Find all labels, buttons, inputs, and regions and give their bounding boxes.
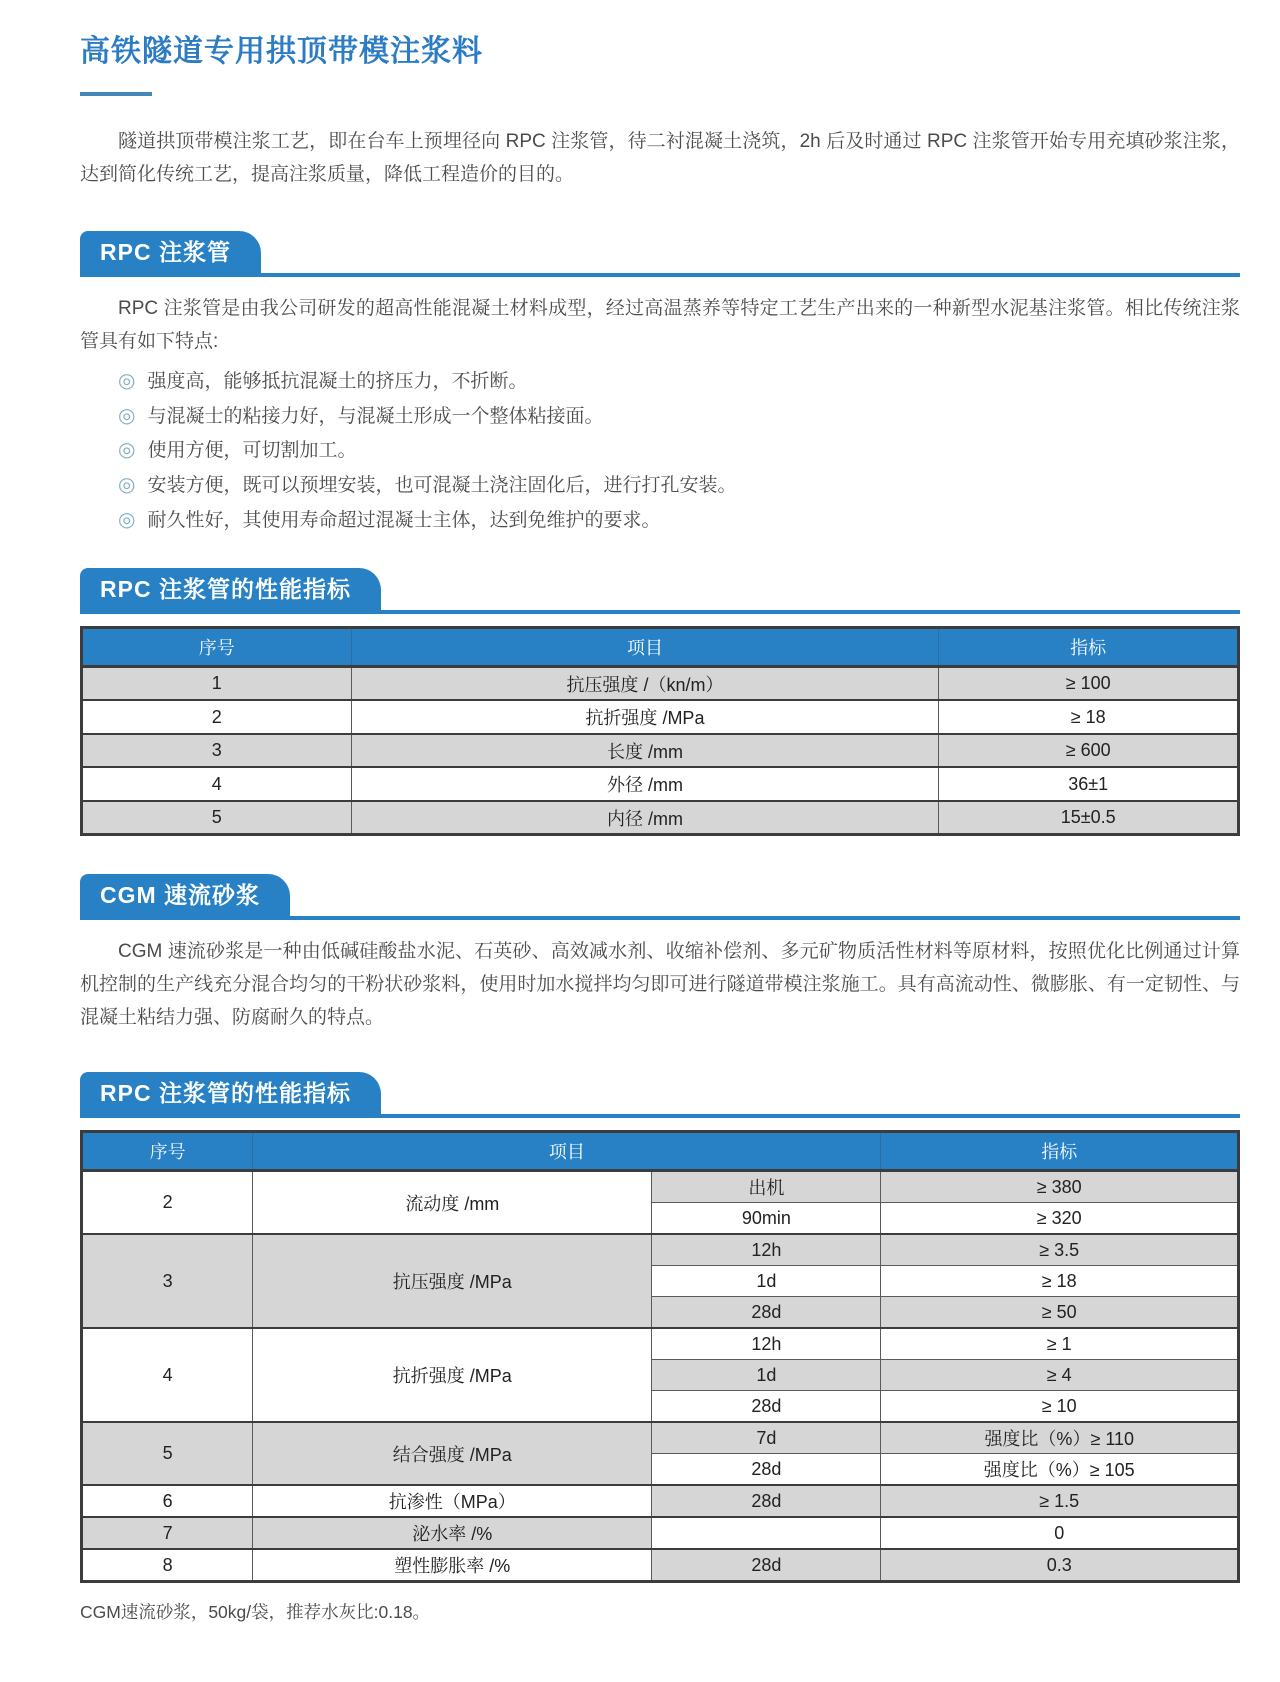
table-row — [82, 801, 1239, 835]
cell-value: ≥ 600 — [939, 734, 1239, 768]
cell-condition: 出机 — [652, 1171, 881, 1203]
cell-no: 4 — [82, 767, 352, 801]
cell-no: 6 — [82, 1485, 253, 1517]
column-header-item: 项目 — [253, 1132, 881, 1171]
table-row — [82, 1517, 1239, 1549]
cell-value: ≥ 3.5 — [881, 1234, 1239, 1266]
cell-item: 塑性膨胀率 /% — [253, 1549, 652, 1582]
bullet-icon: ◎ — [118, 474, 136, 497]
cell-value: ≥ 320 — [881, 1203, 1239, 1235]
cell-value: ≥ 100 — [939, 666, 1239, 700]
section-header-cgm-performance — [80, 1072, 1240, 1118]
title-underline — [80, 92, 152, 96]
list-item-text: 强度高，能够抵抗混凝土的挤压力，不折断。 — [147, 370, 528, 392]
cell-no: 7 — [82, 1517, 253, 1549]
cell-no: 1 — [82, 666, 352, 700]
cell-condition: 28d — [652, 1485, 881, 1517]
cell-condition: 28d — [652, 1391, 881, 1423]
cell-value: 0.3 — [881, 1549, 1239, 1582]
cell-item: 外径 /mm — [351, 767, 939, 801]
cell-condition: 7d — [652, 1422, 881, 1454]
cell-item: 流动度 /mm — [253, 1171, 652, 1235]
table-row — [82, 1328, 1239, 1360]
cell-item: 长度 /mm — [351, 734, 939, 768]
bullet-icon: ◎ — [118, 439, 136, 462]
cell-item: 抗压强度 /（kn/m） — [351, 666, 939, 700]
intro-paragraph: 隧道拱顶带模注浆工艺，即在台车上预埋径向 RPC 注浆管，待二衬混凝土浇筑，2h 后及时通过 RPC 注浆管开始专用充填砂浆注浆，达到简化传统工艺，提高注浆质量，降低工程造价的目的。 — [80, 131, 1240, 185]
cell-value: ≥ 1 — [881, 1328, 1239, 1360]
cell-value: ≥ 18 — [881, 1266, 1239, 1297]
section-header-cgm — [80, 874, 1240, 920]
cell-condition: 28d — [652, 1549, 881, 1582]
cell-item: 抗折强度 /MPa — [351, 700, 939, 734]
cell-value: ≥ 18 — [939, 700, 1239, 734]
cell-value: ≥ 1.5 — [881, 1485, 1239, 1517]
column-header-item: 项目 — [351, 627, 939, 666]
list-item-text: 耐久性好，其使用寿命超过混凝士主体，达到免维护的要求。 — [147, 510, 661, 532]
cell-item: 结合强度 /MPa — [253, 1422, 652, 1485]
table-row — [82, 767, 1239, 801]
cell-value: 强度比（%）≥ 105 — [881, 1454, 1239, 1486]
cell-condition: 12h — [652, 1328, 881, 1360]
cell-item: 抗压强度 /MPa — [253, 1234, 652, 1328]
bullet-icon: ◎ — [118, 509, 136, 532]
section-tab-rpc-pipe: RPC 注浆管 — [80, 231, 261, 273]
cell-value: 0 — [881, 1517, 1239, 1549]
cell-value: ≥ 10 — [881, 1391, 1239, 1423]
rpc-performance-table — [80, 626, 1240, 837]
cell-no: 2 — [82, 1171, 253, 1235]
list-item-text: 安装方便，既可以预埋安装，也可混凝土浇注固化后，进行打孔安装。 — [147, 475, 737, 497]
section-header-rpc-pipe — [80, 231, 1240, 277]
table-row — [82, 666, 1239, 700]
list-item — [118, 473, 1240, 499]
cell-condition — [652, 1517, 881, 1549]
section-header-rpc-performance — [80, 568, 1240, 614]
cgm-description: CGM 速流砂浆是一种由低碱硅酸盐水泥、石英砂、高效减水剂、收缩补偿剂、多元矿物质活性材料等原材料，按照优化比例通过计算机控制的生产线充分混合均匀的干粉状砂浆料，使用时加水搅拌均匀即可进行隧道带模注浆施工。具有高流动性、微膨胀、有一定韧性、与混凝土粘结力强、防腐耐久的特点。 — [80, 941, 1240, 1028]
cell-no: 8 — [82, 1549, 253, 1582]
cell-condition: 28d — [652, 1454, 881, 1486]
column-header-index: 指标 — [881, 1132, 1239, 1171]
cell-condition: 12h — [652, 1234, 881, 1266]
list-item-text: 使用方便，可切割加工。 — [147, 440, 357, 462]
cell-no: 5 — [82, 801, 352, 835]
section-tab-rpc-performance: RPC 注浆管的性能指标 — [80, 568, 381, 610]
table-row — [82, 1549, 1239, 1582]
cell-condition: 1d — [652, 1266, 881, 1297]
list-item — [118, 404, 1240, 430]
cell-value: 强度比（%）≥ 110 — [881, 1422, 1239, 1454]
list-item — [118, 508, 1240, 534]
rpc-pipe-description: RPC 注浆管是由我公司研发的超高性能混凝土材料成型，经过高温蒸养等特定工艺生产出来的一种新型水泥基注浆管。相比传统注浆管具有如下特点: — [80, 298, 1240, 353]
table-row — [82, 1171, 1239, 1203]
table-header-row — [82, 1132, 1239, 1171]
table-row — [82, 1422, 1239, 1454]
cell-item: 泌水率 /% — [253, 1517, 652, 1549]
column-header-no: 序号 — [82, 627, 352, 666]
list-item-text: 与混凝士的粘接力好，与混凝土形成一个整体粘接面。 — [147, 405, 604, 427]
cell-value: 36±1 — [939, 767, 1239, 801]
cell-no: 5 — [82, 1422, 253, 1485]
bullet-icon: ◎ — [118, 369, 136, 392]
cell-condition: 90min — [652, 1203, 881, 1235]
table-header-row — [82, 627, 1239, 666]
cell-value: ≥ 4 — [881, 1360, 1239, 1391]
cell-item: 抗折强度 /MPa — [253, 1328, 652, 1422]
column-header-no: 序号 — [82, 1132, 253, 1171]
table-row — [82, 700, 1239, 734]
cell-item: 抗渗性（MPa） — [253, 1485, 652, 1517]
list-item — [118, 438, 1240, 464]
cell-value: ≥ 380 — [881, 1171, 1239, 1203]
table-row — [82, 734, 1239, 768]
bullet-icon: ◎ — [118, 404, 136, 427]
section-tab-cgm: CGM 速流砂浆 — [80, 874, 290, 916]
cell-no: 4 — [82, 1328, 253, 1422]
cgm-performance-table — [80, 1130, 1240, 1583]
section-tab-cgm-performance: RPC 注浆管的性能指标 — [80, 1072, 381, 1114]
table-row — [82, 1234, 1239, 1266]
table-row — [82, 1485, 1239, 1517]
column-header-index: 指标 — [939, 627, 1239, 666]
footnote: CGM速流砂浆，50kg/袋，推荐水灰比:0.18。 — [80, 1602, 431, 1623]
cell-no: 3 — [82, 734, 352, 768]
cell-value: 15±0.5 — [939, 801, 1239, 835]
cell-item: 内径 /mm — [351, 801, 939, 835]
page-title: 高铁隧道专用拱顶带模注浆料 — [80, 35, 483, 68]
cell-condition: 1d — [652, 1360, 881, 1391]
rpc-pipe-feature-list — [80, 369, 1240, 534]
cell-condition: 28d — [652, 1297, 881, 1329]
cell-value: ≥ 50 — [881, 1297, 1239, 1329]
cell-no: 3 — [82, 1234, 253, 1328]
list-item — [118, 369, 1240, 395]
cell-no: 2 — [82, 700, 352, 734]
